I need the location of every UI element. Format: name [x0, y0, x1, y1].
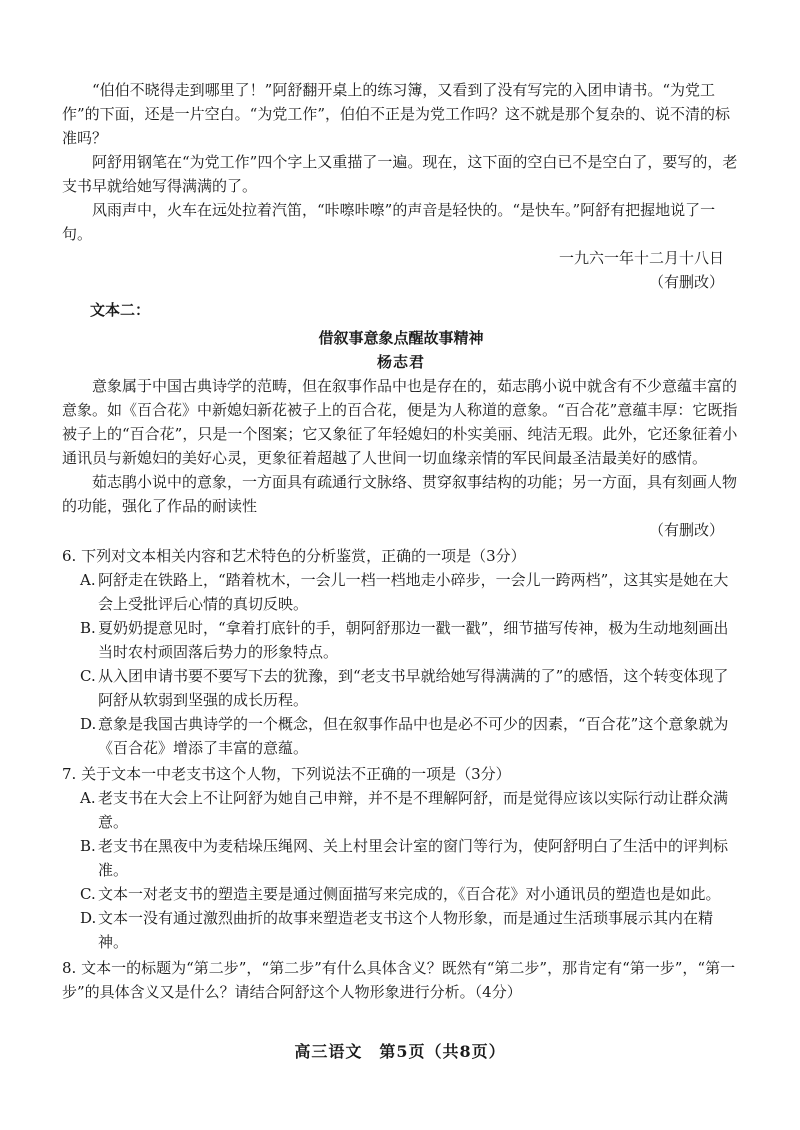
option-a[interactable] — [80, 786, 740, 834]
paragraph: 茹志鹃小说中的意象，一方面具有疏通行文脉络、贯穿叙事结构的功能；另一方面，具有刻画人物的功能，强化了作品的耐读性 — [62, 473, 738, 515]
option-letter: A. — [80, 571, 96, 589]
option-text: 阿舒走在铁路上，“踏着枕木，一会儿一档一档地走小碎步，一会儿一跨两档”，这其实是她在大会上受批评后心情的真切反映。 — [98, 571, 729, 613]
question-8 — [62, 956, 740, 1004]
question-stem: 6. 下列对文本相关内容和艺术特色的分析鉴赏，正确的一项是（3分） — [62, 547, 526, 565]
option-b[interactable] — [80, 616, 740, 664]
paragraph: 意象属于中国古典诗学的范畴，但在叙事作品中也是存在的，茹志鹃小说中就含有不少意蕴丰富的意象。如《百合花》中新媳妇新花被子上的百合花，便是为人称道的意象。“百合花”意蕴丰厚：它既指被子上的“百合花”，只是一个图案；它又象征了年轻媳妇的朴实美丽、纯洁无瑕。此外，它还象征着小通讯员与新媳妇的美好心灵，更象征着超越了人世间一切血缘亲情的军民间最圣洁最美好的感情。 — [62, 377, 738, 467]
paragraph: 阿舒用钢笔在“为党工作”四个字上又重描了一遍。现在，这下面的空白已不是空白了，要写的，老支书早就给她写得满满的了。 — [62, 153, 738, 195]
option-c[interactable] — [80, 882, 740, 906]
question-stem: 7. 关于文本一中老支书这个人物，下列说法不正确的一项是（3分） — [62, 765, 511, 783]
edit-note: （有删改） — [648, 273, 724, 291]
option-text: 文本一对老支书的塑造主要是通过侧面描写来完成的，《百合花》对小通讯员的塑造也是如此。 — [98, 885, 721, 903]
date-line: 一九六一年十二月十八日 — [558, 249, 724, 267]
option-a[interactable] — [80, 568, 740, 616]
article-title: 借叙事意象点醒故事精神 — [318, 329, 484, 347]
text1-ending — [62, 78, 740, 294]
option-text: 老支书在大会上不让阿舒为她自己申辩，并不是不理解阿舒，而是觉得应该以实际行动让群众满意。 — [98, 789, 729, 831]
edit-note: （有删改） — [648, 521, 724, 539]
option-text: 夏奶奶提意见时，“拿着打底针的手，朝阿舒那边一戳一戳”，细节描写传神，极为生动地刻画出当时农村顽固落后势力的形象特点。 — [98, 619, 729, 661]
option-letter: D. — [80, 909, 97, 927]
option-letter: B. — [80, 619, 96, 637]
page-footer: 高三语文 第5页（共8页） — [294, 1042, 506, 1061]
section-label: 文本二： — [90, 301, 151, 319]
article-author: 杨志君 — [376, 353, 425, 371]
option-text: 文本一没有通过激烈曲折的故事来塑造老支书这个人物形象，而是通过生活琐事展示其内在精神。 — [98, 909, 714, 951]
paragraph: “伯伯不晓得走到哪里了！”阿舒翻开桌上的练习簿，又看到了没有写完的入团申请书。“为党工作”的下面，还是一片空白。“为党工作”，伯伯不正是为党工作吗？这不就是那个复杂的、说不清的标准吗？ — [62, 81, 731, 147]
question-stem: 8. 文本一的标题为“第二步”，“第二步”有什么具体含义？既然有“第二步”，那肯定有“第一步”，“第一步”的具体含义又是什么？请结合阿舒这个人物形象进行分析。（4分） — [62, 959, 736, 1001]
question-7 — [62, 762, 740, 954]
option-letter: C. — [80, 667, 96, 685]
option-d[interactable] — [80, 712, 740, 760]
option-text: 老支书在黑夜中为麦秸垛压绳网、关上村里会计室的窗门等行为，使阿舒明白了生活中的评判标准。 — [98, 837, 729, 879]
option-letter: B. — [80, 837, 96, 855]
option-d[interactable] — [80, 906, 740, 954]
question-6 — [62, 544, 740, 760]
option-c[interactable] — [80, 664, 740, 712]
option-letter: D. — [80, 715, 97, 733]
option-letter: C. — [80, 885, 96, 903]
option-b[interactable] — [80, 834, 740, 882]
option-text: 从入团申请书要不要写下去的犹豫，到“老支书早就给她写得满满的了”的感悟，这个转变体现了阿舒从软弱到坚强的成长历程。 — [98, 667, 729, 709]
option-text: 意象是我国古典诗学的一个概念，但在叙事作品中也是必不可少的因素，“百合花”这个意象就为《百合花》增添了丰富的意蕴。 — [98, 715, 729, 757]
paragraph: 风雨声中，火车在远处拉着汽笛，“咔嚓咔嚓”的声音是轻快的。“是快车。”阿舒有把握地说了一句。 — [62, 201, 716, 243]
option-letter: A. — [80, 789, 96, 807]
text2-section — [62, 298, 740, 542]
